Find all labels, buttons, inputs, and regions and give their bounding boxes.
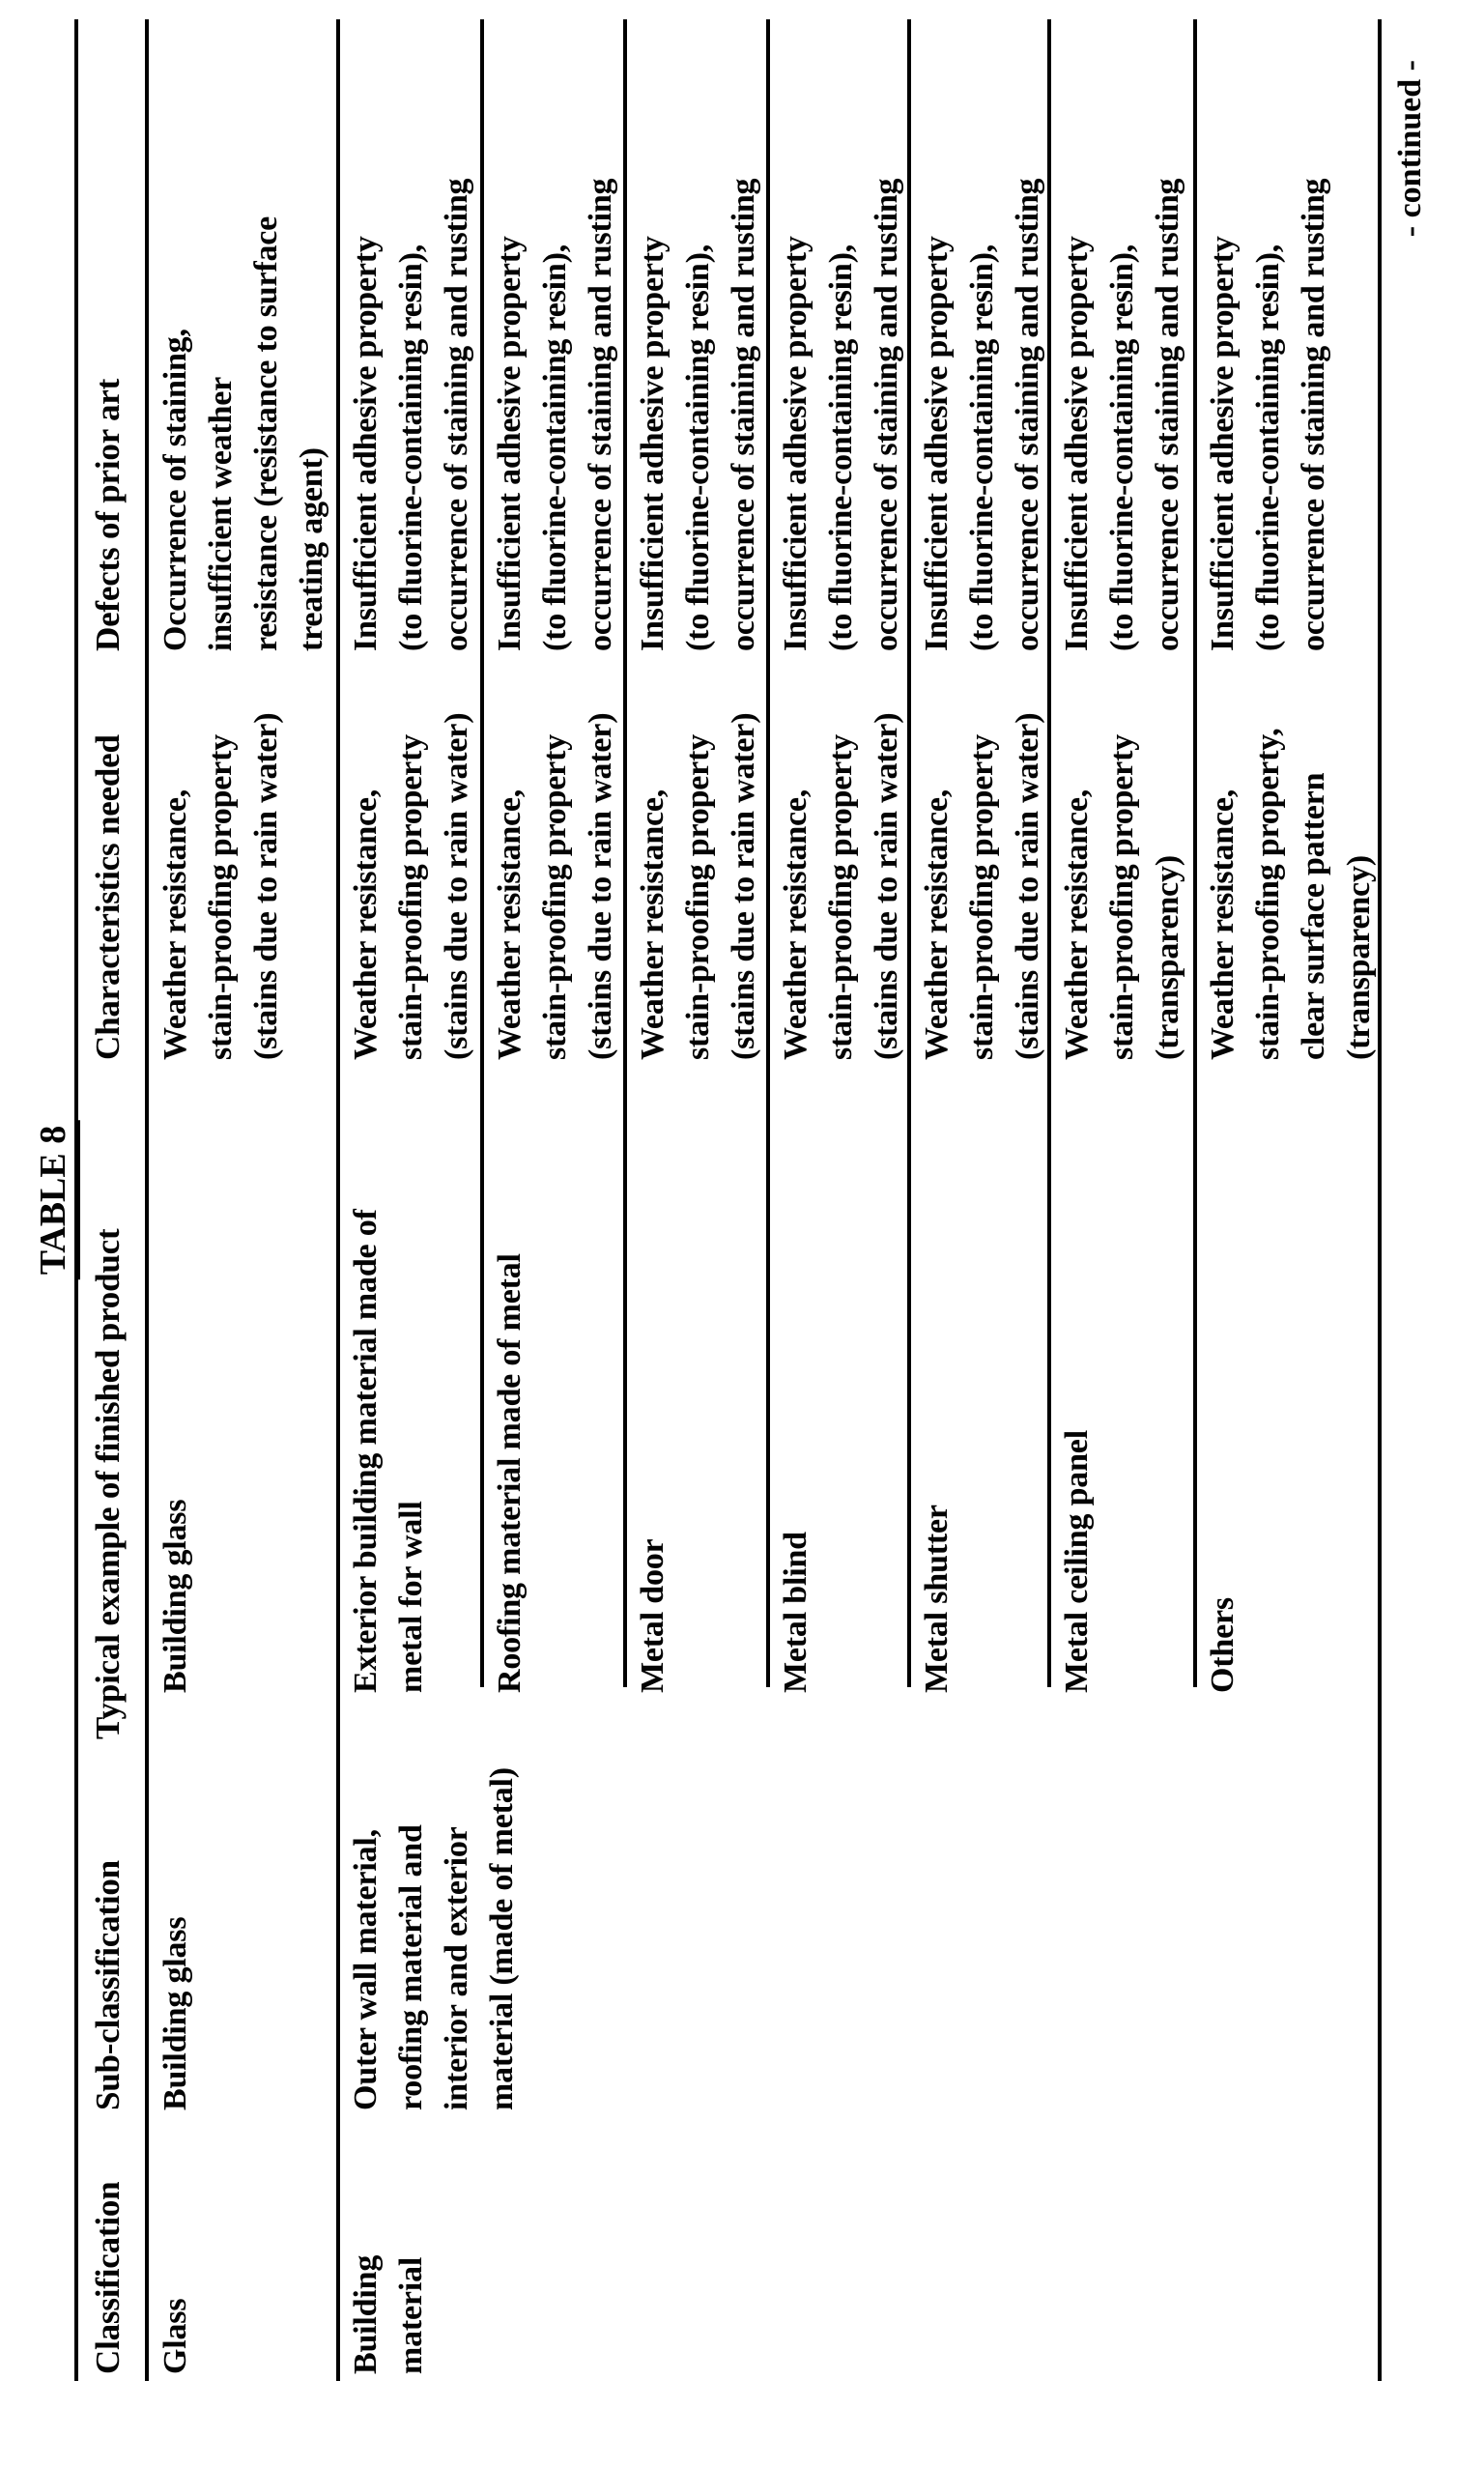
- text-line: Others: [1205, 1597, 1241, 1693]
- text-line: Metal blind: [778, 1532, 813, 1693]
- rule-table-top: [74, 19, 78, 2381]
- text-line: roofing material and: [393, 1824, 429, 2110]
- text-line: Weather resistance,: [1205, 789, 1241, 1060]
- text-line: occurrence of staining and rusting: [583, 178, 618, 651]
- text-line: insufficient weather: [203, 376, 239, 651]
- text-line: (stains due to rain water): [1010, 712, 1045, 1060]
- col-header-characteristics: [85, 734, 130, 1060]
- cell-sub-classification: [343, 1767, 525, 2110]
- cell-characteristics: [1054, 734, 1190, 1060]
- cell-defects: [773, 179, 909, 651]
- text-line: Weather resistance,: [348, 789, 384, 1060]
- text-line: stain-proofing property,: [1250, 728, 1286, 1060]
- text-line: material (made of metal): [484, 1767, 520, 2110]
- cell-characteristics: [773, 713, 909, 1060]
- cell-defects: [487, 179, 623, 651]
- text-line: Occurrence of staining,: [157, 329, 193, 651]
- cell-characteristics: [343, 713, 479, 1060]
- text-line: (transparency): [1150, 855, 1185, 1060]
- cell-characteristics: [914, 713, 1050, 1060]
- text-line: occurrence of staining and rusting: [1010, 178, 1045, 651]
- text-line: Insufficient adhesive property: [348, 236, 384, 651]
- text-line: (to fluorine-containing resin),: [964, 244, 1000, 651]
- header-label: Typical example of finished product: [89, 1228, 127, 1739]
- text-line: Roofing material made of metal: [492, 1253, 528, 1693]
- cell-product: [1200, 1597, 1245, 1693]
- text-line: occurrence of staining and rusting: [869, 178, 904, 651]
- text-line: Insufficient adhesive property: [919, 236, 955, 651]
- cell-sub-classification: [153, 1917, 198, 2110]
- text-line: Insufficient adhesive property: [778, 236, 813, 651]
- text-line: Weather resistance,: [919, 789, 955, 1060]
- text-line: resistance (resistance to surface: [248, 215, 284, 651]
- cell-defects: [630, 179, 766, 651]
- cell-product: [630, 1539, 675, 1693]
- rule-subrow-2: [623, 19, 627, 1687]
- text-line: (stains due to rain water): [248, 712, 284, 1060]
- text-line: (stains due to rain water): [869, 712, 904, 1060]
- text-line: stain-proofing property: [823, 734, 859, 1060]
- text-line: (to fluorine-containing resin),: [393, 244, 429, 651]
- text-line: stain-proofing property: [203, 734, 239, 1060]
- cell-defects: [1200, 179, 1336, 651]
- col-header-typical-example: [85, 1229, 130, 1739]
- cell-defects: [1054, 179, 1190, 651]
- text-line: treating agent): [294, 447, 329, 651]
- text-line: (to fluorine-containing resin),: [680, 244, 716, 651]
- text-line: Metal door: [635, 1538, 671, 1693]
- cell-classification: [343, 2255, 434, 2374]
- cell-classification: [153, 2299, 198, 2374]
- rule-glass-row-bottom: [336, 19, 340, 2381]
- header-label: Classification: [89, 2181, 127, 2374]
- text-line: Insufficient adhesive property: [1059, 236, 1095, 651]
- cell-product: [1054, 1430, 1099, 1693]
- text-line: Exterior building material made of: [348, 1209, 384, 1693]
- cell-characteristics: [1200, 729, 1382, 1060]
- cell-defects: [343, 179, 479, 651]
- rule-table-bottom: [1378, 19, 1382, 2381]
- cell-product: [153, 1500, 198, 1693]
- text-line: Outer wall material,: [348, 1829, 384, 2110]
- text-line: (stains due to rain water): [439, 712, 474, 1060]
- text-line: Insufficient adhesive property: [1205, 236, 1241, 651]
- col-header-classification: [85, 2182, 130, 2374]
- text-line: Metal shutter: [919, 1505, 955, 1693]
- text-line: Building glass: [157, 1916, 193, 2110]
- text-line: occurrence of staining and rusting: [439, 178, 474, 651]
- cell-product: [914, 1505, 959, 1693]
- text-line: (to fluorine-containing resin),: [823, 244, 859, 651]
- text-line: Glass: [157, 2298, 193, 2374]
- cell-product: [773, 1532, 818, 1693]
- cell-product: [343, 1209, 434, 1693]
- text-line: stain-proofing property: [393, 734, 429, 1060]
- text-line: Weather resistance,: [778, 789, 813, 1060]
- header-label: Characteristics needed: [89, 734, 127, 1060]
- text-line: Weather resistance,: [635, 789, 671, 1060]
- text-line: occurrence of staining and rusting: [1296, 178, 1331, 651]
- text-line: material: [393, 2256, 429, 2374]
- text-line: occurrence of staining and rusting: [1150, 178, 1185, 651]
- text-line: occurrence of staining and rusting: [726, 178, 761, 651]
- text-line: Weather resistance,: [157, 789, 193, 1060]
- text-line: (stains due to rain water): [583, 712, 618, 1060]
- text-line: Insufficient adhesive property: [635, 236, 671, 651]
- text-line: stain-proofing property: [964, 734, 1000, 1060]
- text-line: (transparency): [1341, 855, 1377, 1060]
- cell-defects: [914, 179, 1050, 651]
- text-line: Metal ceiling panel: [1059, 1430, 1095, 1693]
- rule-subrow-1: [480, 19, 484, 1687]
- cell-defects: [153, 216, 334, 651]
- table-title: TABLE 8: [32, 1121, 80, 1280]
- text-line: (to fluorine-containing resin),: [1104, 244, 1140, 651]
- text-line: (to fluorine-containing resin),: [1250, 244, 1286, 651]
- cell-product: [487, 1253, 532, 1693]
- rule-subrow-6: [1193, 19, 1197, 1687]
- header-label: Defects of prior art: [89, 378, 127, 651]
- text-line: (to fluorine-containing resin),: [537, 244, 573, 651]
- text-line: Building glass: [157, 1499, 193, 1693]
- text-line: stain-proofing property: [680, 734, 716, 1060]
- rule-header-bottom: [145, 19, 149, 2381]
- header-label: Sub-classification: [89, 1860, 127, 2110]
- col-header-sub-classification: [85, 1860, 130, 2110]
- cell-characteristics: [487, 713, 623, 1060]
- text-line: Building: [348, 2254, 384, 2374]
- text-line: clear surface pattern: [1296, 772, 1331, 1060]
- text-line: stain-proofing property: [537, 734, 573, 1060]
- cell-characteristics: [630, 713, 766, 1060]
- text-line: Weather resistance,: [492, 789, 528, 1060]
- text-line: metal for wall: [393, 1501, 429, 1693]
- text-line: stain-proofing property: [1104, 734, 1140, 1060]
- continued-note: - continued -: [1392, 60, 1428, 238]
- rule-subrow-3: [766, 19, 770, 1687]
- text-line: Weather resistance,: [1059, 789, 1095, 1060]
- text-line: Insufficient adhesive property: [492, 236, 528, 651]
- text-line: interior and exterior: [439, 1826, 474, 2110]
- col-header-defects: [85, 379, 130, 651]
- text-line: (stains due to rain water): [726, 712, 761, 1060]
- cell-characteristics: [153, 713, 289, 1060]
